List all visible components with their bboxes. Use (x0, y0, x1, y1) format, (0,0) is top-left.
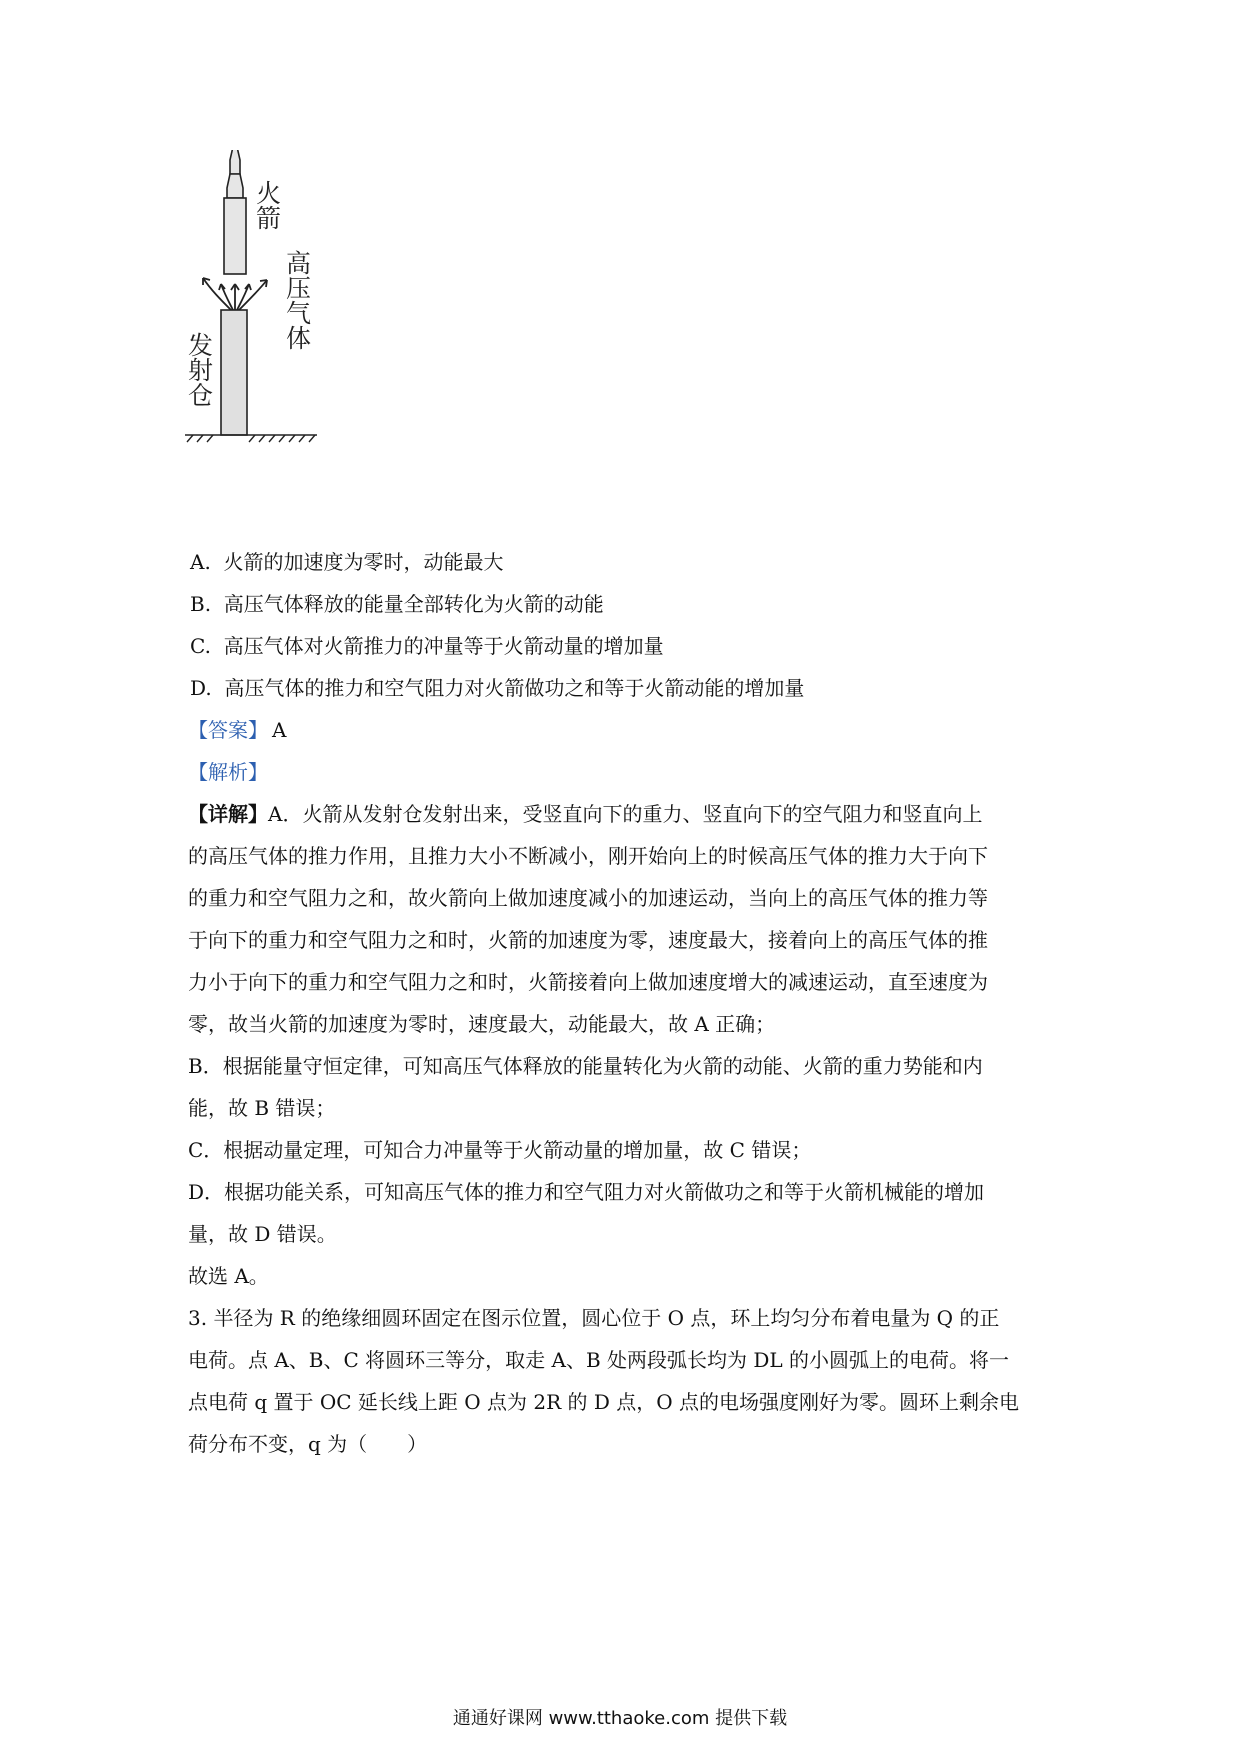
detail-line-1: 【详解】A．火箭从发射仓发射出来，受竖直向下的重力、竖直向下的空气阻力和竖直向上 (188, 802, 983, 826)
rocket-icon (224, 150, 246, 274)
option-text: 高压气体对火箭推力的冲量等于火箭动量的增加量 (223, 634, 664, 658)
answer-label: 【答案】 (188, 718, 268, 742)
question-3-line: 荷分布不变，q 为（ ） (188, 1432, 428, 1456)
option-letter: A. (190, 550, 211, 574)
detail-line: 量，故 D 错误。 (188, 1222, 337, 1246)
option-letter: C. (190, 634, 211, 658)
option-text: 高压气体释放的能量全部转化为火箭的动能 (223, 592, 604, 616)
launch-silo (221, 310, 247, 435)
detail-line: B．根据能量守恒定律，可知高压气体释放的能量转化为火箭的动能、火箭的重力势能和内 (188, 1054, 983, 1078)
option-text: 火箭的加速度为零时，动能最大 (223, 550, 504, 574)
detail-line: 故选 A。 (188, 1264, 269, 1288)
detail-line: 的高压气体的推力作用，且推力大小不断减小，刚开始向上的时候高压气体的推力大于向下 (188, 844, 988, 868)
figure-label-gas: 高压气体 (282, 250, 312, 350)
option-text: 高压气体的推力和空气阻力对火箭做功之和等于火箭动能的增加量 (224, 676, 805, 700)
option-letter: B. (190, 592, 212, 616)
detail-line: 于向下的重力和空气阻力之和时，火箭的加速度为零，速度最大，接着向上的高压气体的推 (188, 928, 988, 952)
question-3-line: 点电荷 q 置于 OC 延长线上距 O 点为 2R 的 D 点，O 点的电场强度刚好为零。圆环上剩余电 (188, 1390, 1020, 1414)
option-d (190, 678, 804, 698)
footer-text: 通通好课网 www.tthaoke.com 提供下载 (452, 1708, 788, 1729)
option-c (190, 636, 664, 656)
detail-line: C．根据动量定理，可知合力冲量等于火箭动量的增加量，故 C 错误； (188, 1138, 812, 1162)
detail-line: D．根据功能关系，可知高压气体的推力和空气阻力对火箭做功之和等于火箭机械能的增加 (188, 1180, 985, 1204)
option-a (190, 552, 504, 572)
option-b (190, 594, 604, 614)
detail-line: 的重力和空气阻力之和，故火箭向上做加速度减小的加速运动，当向上的高压气体的推力等 (188, 886, 988, 910)
rocket-launch-figure (185, 150, 365, 490)
gas-arrows (203, 278, 267, 310)
detail-line: 零，故当火箭的加速度为零时，速度最大，动能最大，故 A 正确； (188, 1012, 776, 1036)
option-letter: D. (190, 676, 212, 700)
detail-line: 力小于向下的重力和空气阻力之和时，火箭接着向上做加速度增大的减速运动，直至速度为 (188, 970, 988, 994)
answer-line (188, 720, 286, 740)
question-3-line: 3. 半径为 R 的绝缘细圆环固定在图示位置，圆心位于 O 点，环上均匀分布着电量为 Q 的正 (188, 1306, 1000, 1330)
detail-label: 【详解】 (188, 802, 268, 826)
answer-value: A (272, 718, 287, 742)
figure-label-rocket: 火箭 (252, 180, 282, 230)
analysis-label: 【解析】 (188, 760, 268, 784)
figure-label-silo: 发射仓 (185, 332, 214, 407)
ground (185, 435, 317, 442)
question-3-line: 电荷。点 A、B、C 将圆环三等分，取走 A、B 处两段弧长均为 DL 的小圆弧上的电荷。将一 (188, 1348, 1010, 1372)
detail-line: 能，故 B 错误； (188, 1096, 336, 1120)
